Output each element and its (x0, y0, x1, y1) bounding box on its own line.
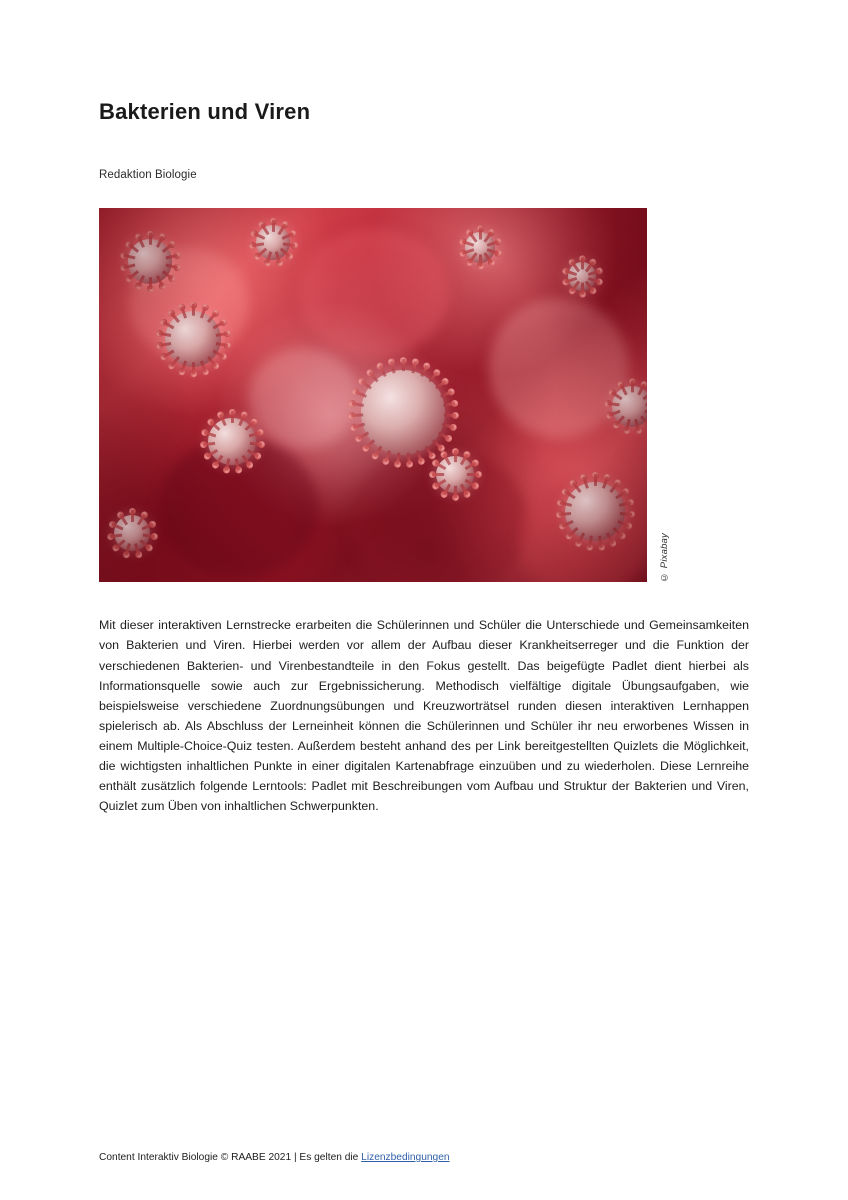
virus-spike (257, 441, 265, 449)
virus-spike (411, 358, 419, 366)
virus-spike (443, 434, 453, 444)
virus-spike (150, 533, 158, 541)
virus-spike (560, 487, 570, 497)
virus-particle (459, 226, 501, 268)
virus-spike (629, 378, 636, 385)
virus-spike (626, 498, 635, 507)
virus-spike (223, 329, 231, 337)
document-content (99, 0, 749, 829)
virus-spike (592, 472, 599, 479)
virus-spike (147, 231, 154, 238)
virus-spike (405, 460, 413, 468)
virus-spike (155, 341, 163, 349)
virus-spike (422, 361, 431, 370)
virus-spike (157, 232, 166, 241)
virus-spike (448, 423, 457, 432)
virus-spike (190, 370, 197, 377)
virus-spike (440, 376, 450, 386)
virus-spike (597, 543, 605, 551)
virus-spike (234, 466, 242, 474)
virus-spike (249, 229, 258, 238)
document-author: Redaktion Biologie (99, 169, 197, 182)
virus-spike (370, 451, 380, 461)
virus-image (99, 208, 647, 582)
virus-particle (107, 508, 157, 558)
virus-spike (218, 317, 228, 327)
virus-spike (115, 510, 125, 520)
virus-spike (158, 352, 168, 362)
license-link[interactable]: Lizenzbedingungen (361, 1152, 450, 1163)
virus-spike (579, 473, 588, 482)
virus-spike (612, 478, 622, 488)
virus-spike (129, 508, 136, 515)
virus-spike (205, 417, 215, 427)
virus-spike (607, 538, 616, 547)
virus-spike (270, 218, 277, 225)
virus-spike (474, 471, 481, 478)
footer-text: Content Interaktiv Biologie © RAABE 2021 | Es gelten die (99, 1152, 362, 1163)
virus-spike (155, 329, 163, 337)
virus-spike (585, 543, 593, 551)
virus-spike (200, 428, 209, 437)
virus-spike (393, 460, 401, 468)
virus-spike (451, 412, 458, 419)
virus-spike (607, 388, 617, 398)
virus-spike (119, 263, 127, 271)
virus-spike (365, 368, 375, 378)
virus-spike (579, 255, 586, 262)
virus-spike (290, 241, 298, 249)
virus-spike (477, 225, 484, 232)
virus-spike (381, 457, 390, 466)
virus-spike (222, 466, 230, 474)
virus-spike (166, 308, 176, 318)
blur-blob (249, 348, 359, 448)
virus-spike (158, 317, 168, 327)
figure-block (99, 208, 670, 583)
virus-particle (119, 230, 181, 292)
virus-spike (172, 251, 180, 259)
virus-spike (147, 285, 154, 292)
virus-spike (348, 399, 356, 407)
virus-spike (172, 263, 180, 271)
virus-spike (623, 521, 632, 530)
virus-spike (349, 423, 358, 432)
virus-spike (439, 450, 449, 460)
virus-spike (199, 441, 207, 449)
virus-spike (431, 368, 441, 378)
virus-spike (430, 458, 440, 468)
virus-spike (639, 380, 647, 389)
virus-spike (387, 358, 395, 366)
virus-spike (223, 341, 231, 349)
virus-spike (604, 400, 612, 408)
virus-spike (555, 511, 563, 519)
virus-spike (643, 420, 647, 430)
virus-spike (133, 232, 142, 241)
body-paragraph: Mit dieser interaktiven Lernstrecke erarbeiten die Schülerinnen und Schüler die Unterschiede und Gemeinsamkeiten von Bakterien und Viren. Hierbei werden vor allem der Aufbau dieser Krankheitserreger und die Funktion der verschiedenen Bakterien- und Virenbestandteile in den Fokus gestellt. Das beigefügte Padlet dient hierbei als Informationsquelle sowie auch zur Ergebnissicherung. Methodisch vielfältige digitale Übungsaufgaben, wie beispielsweise verschiedene Zuordnungsübungen und Kreuzworträtsel runden diesen interaktiven Lernhappen spielerisch ab. Als Abschluss der Lerneinheit können die Schülerinnen und Schüler ihr neu erworbenes Wissen in einem Multiple-Choice-Quiz testen. Außerdem besteht anhand des per Link bereitgestellten Quizlets die Möglichkeit, die wichtigsten inhaltlichen Punkte in einer digitalen Kartenabfrage einzuüben und zu wiederholen. Diese Lernreihe enthält zusätzlich folgende Lerntools: Padlet mit Beschreibungen vom Aufbau und Struktur der Bakterien und Viren, Quizlet zum Üben von inhaltlichen Schwerpunkten. (99, 618, 749, 814)
virus-spike (210, 308, 220, 318)
virus-spike (200, 303, 209, 312)
virus-spike (177, 303, 186, 312)
virus-spike (429, 471, 436, 478)
virus-spike (216, 410, 225, 419)
virus-spike (356, 376, 366, 386)
virus-spike (107, 520, 116, 529)
virus-particle (249, 218, 297, 266)
virus-particle (154, 300, 232, 378)
virus-spike (556, 498, 565, 507)
virus-spike (166, 361, 176, 371)
virus-spike (351, 387, 360, 396)
virus-spike (177, 367, 186, 376)
virus-spike (347, 412, 354, 419)
blur-blob (299, 228, 449, 358)
virus-spike (416, 457, 425, 466)
virus-spike (239, 410, 248, 419)
virus-spike (557, 521, 566, 530)
virus-spike (446, 387, 455, 396)
virus-spike (360, 443, 370, 453)
virus-spike (255, 428, 264, 437)
virus-spike (620, 487, 630, 497)
virus-spike (579, 290, 586, 297)
virus-particle (554, 470, 636, 552)
virus-spike (190, 302, 197, 309)
virus-spike (452, 448, 459, 455)
virus-spike (119, 251, 127, 259)
virus-spike (124, 239, 134, 249)
figure-credit: © Pixabay (659, 533, 670, 583)
virus-spike (616, 380, 625, 389)
virus-spike (375, 361, 384, 370)
virus-particle (429, 448, 481, 500)
virus-spike (627, 511, 635, 519)
virus-spike (452, 494, 459, 501)
virus-spike (602, 473, 611, 482)
virus-spike (477, 262, 484, 269)
page-title: Bakterien und Viren (99, 99, 311, 124)
virus-spike (353, 434, 363, 444)
virus-particle (562, 256, 602, 296)
virus-spike (450, 399, 458, 407)
virus-spike (106, 533, 114, 541)
virus-spike (573, 538, 582, 547)
page-footer (99, 1152, 749, 1163)
virus-spike (229, 409, 236, 416)
virus-particle (199, 408, 265, 474)
virus-spike (400, 357, 407, 364)
virus-spike (568, 478, 578, 488)
virus-spike (200, 367, 209, 376)
virus-spike (564, 531, 574, 541)
virus-spike (248, 241, 256, 249)
